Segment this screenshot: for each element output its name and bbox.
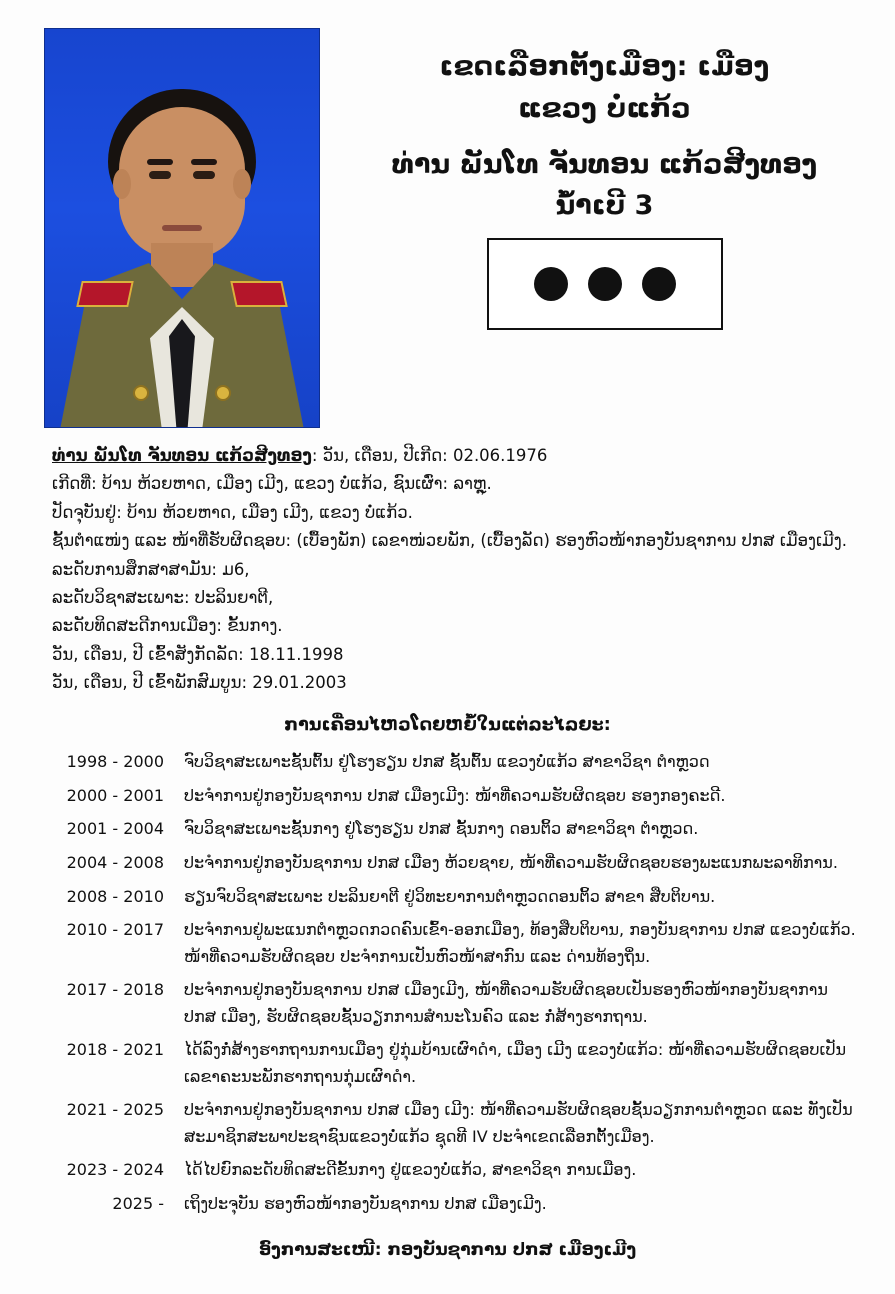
timeline-separator: [170, 917, 180, 970]
candidate-name-heading: ທ່ານ ພັນໂທ ຈັນທອນ ແກ້ວສີງທອງ: [391, 148, 818, 180]
portrait-button-right: [215, 385, 231, 401]
timeline-description: ໄດ້ໄປຍົກລະດັບທິດສະດີຂັ້ນກາງ ຢູ່ແຂວງບໍ່ແກ້ວ, ສາຂາວິຊາ ການເມືອງ.: [184, 1160, 637, 1180]
career-timeline: [0, 749, 895, 1217]
detail-dob: : ວັນ, ເດືອນ, ປີເກີດ: 02.06.1976: [311, 446, 548, 465]
timeline-description: ປະຈຳການຢູ່ພະແນກຕຳຫຼວດກວດຄົນເຂົ້າ-ອອກເມືອງ, ທ້ອງສືບຕິບານ, ກອງບັນຊາການ ປກສ ແຂວງບໍ່ແກ້ວ. ໜ້າທີ່ຄວາມຮັບຜິດຊອບ ປະຈຳການເປັນຫົວໜ້າສາກົນ ແລະ ດ່ານທ້ອງຖິ່ນ.: [184, 920, 856, 966]
timeline-description: ຈົບວິຊາສະເພາະຊັ້ນກາງ ຢູ່ໂຮງຮຽນ ປກສ ຊັ້ນກາງ ດອນຕິ້ວ ສາຂາວິຊາ ຕຳຫຼວດ.: [184, 819, 699, 839]
timeline-separator: [170, 1097, 180, 1150]
timeline-description: ຈົບວິຊາສະເພາະຊັ້ນຕົ້ນ ຢູ່ໂຮງຮຽນ ປກສ ຊັ້ນຕົ້ນ ແຂວງບໍ່ແກ້ວ ສາຂາວິຊາ ຕຳຫຼວດ: [184, 752, 710, 772]
detail-row: ເກີດທີ່: ບ້ານ ຫ້ວຍຫາດ, ເມືອງ ເມີງ, ແຂວງ ບໍ່ແກ້ວ, ຊົນເຜົ່າ: ລາຫຼຸ.: [52, 474, 492, 494]
timeline-separator: [170, 749, 180, 776]
timeline-period: 2008 - 2010: [66, 886, 164, 906]
portrait-rank-insignia-right: [230, 281, 288, 307]
timeline-separator: [170, 816, 180, 843]
timeline-row: [52, 884, 861, 911]
timeline-separator: [170, 884, 180, 911]
detail-row: ຊັ້ນຕຳແໜ່ງ ແລະ ໜ້າທີ່ຮັບຜິດຊອບ: (ເບື້ອງພັກ) ເລຂາໜ່ວຍພັກ, (ເບື້ອງລັດ) ຮອງຫົວໜ້າກອງບັນຊາການ ປກສ ເມືອງເມີງ.: [52, 531, 847, 551]
timeline-period: 2018 - 2021: [66, 1040, 164, 1060]
timeline-period: 2017 - 2018: [66, 980, 164, 1000]
timeline-period: 2023 - 2024: [66, 1160, 164, 1180]
detail-row: ວັນ, ເດືອນ, ປີ ເຂົ້າພັກສົມບູນ: 29.01.2003: [52, 673, 347, 692]
portrait-rank-insignia-left: [76, 281, 134, 307]
timeline-row: [52, 816, 861, 843]
detail-row: ປັດຈຸບັນຢູ່: ບ້ານ ຫ້ວຍຫາດ, ເມືອງ ເມີງ, ແຂວງ ບໍ່ແກ້ວ.: [52, 502, 413, 522]
timeline-description: ປະຈຳການຢູ່ກອງບັນຊາການ ປກສ ເມືອງ ເມີງ: ໜ້າທີ່ຄວາມຮັບຜິດຊອບຊັ້ນວຽກການຕຳຫຼວດ ແລະ ທັງເປັນ ສະມາຊິກສະພາປະຊາຊົນແຂວງບໍ່ແກ້ວ ຊຸດທີ IV ປະຈຳເຂດເລືອກຕັ້ງເມືອງ.: [184, 1100, 853, 1146]
timeline-row: [52, 1097, 861, 1150]
timeline-separator: [170, 1191, 180, 1218]
timeline-row: [52, 917, 861, 970]
timeline-row: [52, 749, 861, 776]
timeline-separator: [170, 1037, 180, 1090]
timeline-separator: [170, 850, 180, 877]
timeline-description: ປະຈຳການຢູ່ກອງບັນຊາການ ປກສ ເມືອງ ຫ້ວຍຊາຍ, ໜ້າທີ່ຄວາມຮັບຜິດຊອບຮອງພະແນກພະລາທິການ.: [184, 853, 838, 873]
timeline-period: 2025 -: [112, 1194, 164, 1214]
portrait-container: [44, 28, 320, 428]
document-footer: ອົງການສະເໜີ: ກອງບັນຊາການ ປກສ ເມືອງເມີງ: [258, 1239, 637, 1260]
detail-row: ວັນ, ເດືອນ, ປີ ເຂົ້າສັງກັດລັດ: 18.11.1998: [52, 644, 344, 664]
timeline-row: [52, 783, 861, 810]
timeline-description: ເຖິງປະຈຸບັນ ຮອງຫົວໜ້າກອງບັນຊາການ ປກສ ເມືອງເມີງ.: [184, 1194, 547, 1214]
portrait-face: [119, 107, 245, 259]
portrait-brow-right: [191, 159, 217, 165]
timeline-row: [52, 1037, 861, 1090]
portrait-ear-right: [233, 169, 251, 199]
timeline-row: [52, 977, 861, 1030]
portrait-mouth: [162, 225, 202, 231]
portrait-eye-right: [193, 171, 215, 179]
candidate-photo: [44, 28, 320, 428]
timeline-separator: [170, 1157, 180, 1184]
portrait-brow-left: [147, 159, 173, 165]
detail-row: ລະດັບວິຊາສະເພາະ: ປະລິນຍາຕີ,: [52, 587, 274, 607]
detail-row-name-dob: [52, 442, 861, 470]
timeline-separator: [170, 977, 180, 1030]
timeline-description: ໄດ້ລົງກໍ່ສ້າງຮາກຖານການເມືອງ ຢູ່ກຸ່ມບ້ານເຜົາດຳ, ເມືອງ ເມີງ ແຂວງບໍ່ແກ້ວ: ໜ້າທີ່ຄວາມຮັບຜິດຊອບເປັນ ເລຂາຄະນະພັກຮາກຖານກຸ່ມເຜົາດຳ.: [184, 1040, 847, 1086]
portrait-button-left: [133, 385, 149, 401]
timeline-separator: [170, 783, 180, 810]
section-heading: ການເຄື່ອນໄຫວໂດຍຫຍໍ້ໃນແຕ່ລະໄລຍະ:: [284, 715, 611, 736]
timeline-description: ປະຈຳການຢູ່ກອງບັນຊາການ ປກສ ເມືອງເມີງ, ໜ້າທີ່ຄວາມຮັບຜິດຊອບເປັນຮອງຫົວໜ້າກອງບັນຊາການ ປກສ ເມືອງ, ຮັບຜິດຊອບຊັ້ນວຽກການສຳນະໂນຄົວ ແລະ ກໍ່ສ້າງຮາກຖານ.: [184, 980, 828, 1026]
timeline-period: 2010 - 2017: [66, 920, 164, 940]
timeline-description: ປະຈຳການຢູ່ກອງບັນຊາການ ປກສ ເມືອງເມີງ: ໜ້າທີ່ຄວາມຮັບຜິດຊອບ ຮອງກອງຄະດີ.: [184, 785, 726, 805]
timeline-period: 2004 - 2008: [66, 853, 164, 873]
timeline-period: 2021 - 2025: [66, 1100, 164, 1120]
detail-row: ລະດັບການສຶກສາສາມັນ: ມ6,: [52, 559, 250, 579]
timeline-row: [52, 1157, 861, 1184]
portrait-ear-left: [113, 169, 131, 199]
detail-name: ທ່ານ ພັນໂທ ຈັນທອນ ແກ້ວສີງທອງ: [52, 446, 312, 465]
candidate-number: ນ້ຳເບີ 3: [555, 189, 654, 221]
electoral-district-line-2: ແຂວງ ບໍ່ແກ້ວ: [518, 92, 691, 124]
timeline-row: [52, 1191, 861, 1218]
detail-row: ລະດັບທິດສະດີການເມືອງ: ຂັ້ນກາງ.: [52, 616, 283, 636]
portrait-eye-left: [149, 171, 171, 179]
ballot-dot-3: [642, 267, 676, 301]
electoral-district-line-1: ເຂດເລືອກຕັ້ງເມືອງ: ເມືອງ: [439, 51, 770, 82]
timeline-period: 2001 - 2004: [66, 819, 164, 839]
timeline-row: [52, 850, 861, 877]
ballot-dot-2: [588, 267, 622, 301]
details-block: [0, 428, 895, 697]
title-block: [320, 28, 871, 330]
timeline-period: 2000 - 2001: [66, 785, 164, 805]
ballot-marking-box[interactable]: [487, 238, 723, 330]
ballot-dot-1: [534, 267, 568, 301]
timeline-description: ຮຽນຈົບວິຊາສະເພາະ ປະລິນຍາຕີ ຢູ່ວິທະຍາການຕຳຫຼວດດອນຕິ້ວ ສາຂາ ສືບຕິບານ.: [184, 886, 716, 906]
timeline-period: 1998 - 2000: [66, 752, 164, 772]
document-header: [0, 0, 895, 428]
